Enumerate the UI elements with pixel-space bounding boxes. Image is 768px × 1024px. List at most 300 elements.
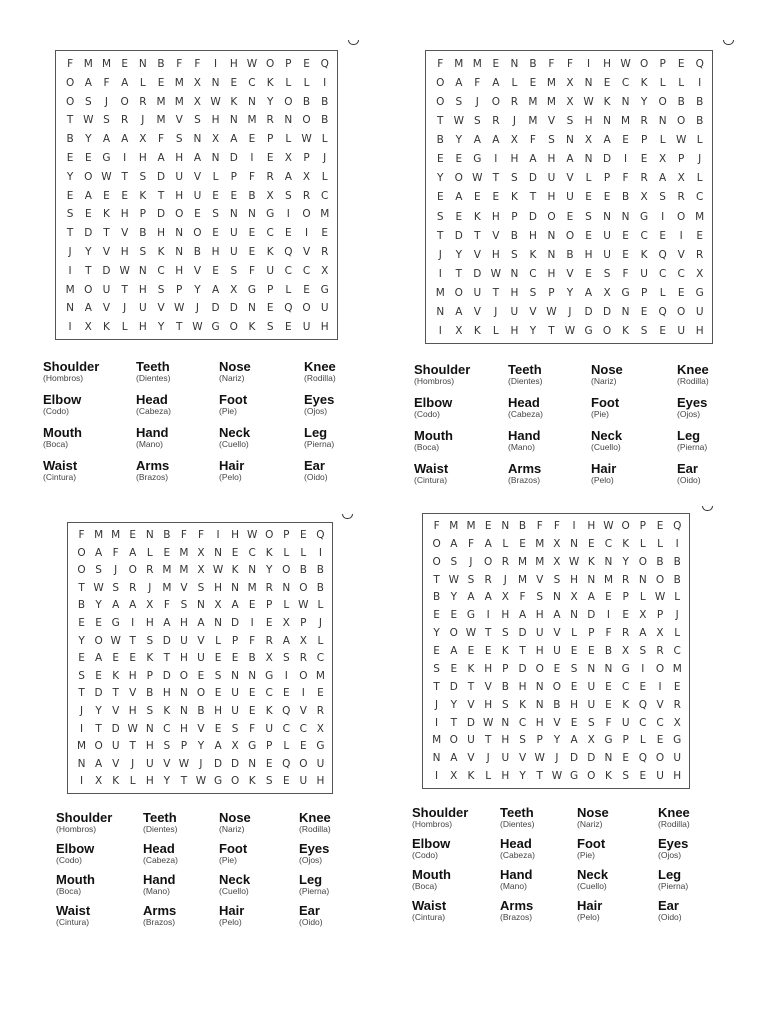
grid-letter: R bbox=[677, 191, 685, 204]
grid-letter: U bbox=[473, 286, 482, 299]
grid-letter: U bbox=[501, 752, 510, 765]
grid-letter: U bbox=[299, 775, 308, 788]
grid-letter: B bbox=[197, 705, 205, 717]
corner-mark bbox=[342, 514, 353, 519]
word-spanish: (Cabeza) bbox=[500, 850, 535, 860]
word-english: Leg bbox=[677, 428, 701, 443]
grid-letter: K bbox=[112, 669, 120, 682]
grid-letter: Y bbox=[519, 770, 526, 783]
grid-letter: C bbox=[302, 264, 311, 277]
word-english: Elbow bbox=[43, 392, 82, 407]
grid-letter: I bbox=[438, 324, 442, 337]
grid-letter: D bbox=[211, 302, 220, 315]
grid-letter: O bbox=[639, 58, 649, 70]
word-item bbox=[43, 393, 81, 416]
grid-letter: H bbox=[316, 775, 325, 788]
grid-letter: F bbox=[622, 267, 629, 280]
grid-letter: H bbox=[510, 153, 519, 166]
word-item bbox=[658, 806, 690, 829]
grid-letter: A bbox=[84, 76, 92, 89]
grid-letter: U bbox=[695, 305, 704, 318]
grid-letter: D bbox=[84, 227, 93, 240]
grid-letter: Q bbox=[284, 246, 293, 258]
grid-letter: B bbox=[66, 133, 74, 146]
word-spanish: (Dientes) bbox=[508, 376, 543, 386]
grid-letter: R bbox=[266, 170, 274, 183]
grid-letter: F bbox=[519, 591, 526, 604]
grid-letter: D bbox=[162, 669, 171, 682]
grid-letter: N bbox=[175, 227, 184, 240]
grid-letter: C bbox=[266, 227, 274, 240]
grid-letter: M bbox=[466, 520, 476, 532]
word-english: Foot bbox=[219, 392, 248, 407]
grid-letter: S bbox=[112, 581, 119, 594]
grid-letter: J bbox=[435, 698, 439, 711]
grid-letter: A bbox=[492, 77, 500, 90]
grid-letter: S bbox=[66, 208, 74, 221]
grid-letter: K bbox=[103, 321, 110, 334]
grid-letter: V bbox=[193, 170, 201, 183]
grid-letter: O bbox=[658, 96, 667, 109]
grid-letter: T bbox=[180, 775, 188, 788]
grid-letter: N bbox=[229, 114, 238, 127]
grid-letter: Q bbox=[638, 698, 647, 711]
grid-letter: E bbox=[587, 537, 595, 550]
word-english: Elbow bbox=[414, 395, 453, 410]
word-item bbox=[577, 868, 608, 891]
grid-letter: N bbox=[621, 96, 630, 109]
word-item bbox=[56, 873, 95, 896]
word-english: Head bbox=[508, 395, 540, 410]
grid-letter: V bbox=[473, 248, 481, 261]
grid-letter: S bbox=[266, 321, 274, 334]
grid-letter: W bbox=[246, 58, 258, 70]
grid-letter: L bbox=[639, 734, 646, 747]
grid-row bbox=[431, 322, 709, 341]
word-english: Neck bbox=[219, 425, 251, 440]
word-spanish: (Pelo) bbox=[577, 912, 600, 922]
grid-letter: H bbox=[145, 617, 154, 629]
grid-letter: E bbox=[303, 58, 310, 70]
word-item bbox=[304, 459, 328, 482]
grid-letter: M bbox=[94, 529, 104, 541]
grid-letter: O bbox=[284, 95, 293, 108]
grid-letter: E bbox=[282, 775, 290, 788]
grid-letter: S bbox=[230, 264, 238, 277]
word-english: Head bbox=[136, 392, 168, 407]
grid-letter: L bbox=[283, 740, 290, 753]
grid-letter: A bbox=[587, 591, 595, 604]
grid-letter: Y bbox=[450, 591, 457, 604]
word-item bbox=[299, 842, 329, 865]
grid-letter: H bbox=[162, 687, 171, 700]
grid-letter: N bbox=[211, 76, 220, 89]
grid-letter: X bbox=[553, 537, 561, 550]
grid-letter: U bbox=[656, 770, 664, 783]
word-spanish: (Cintura) bbox=[414, 475, 448, 485]
word-english: Nose bbox=[219, 810, 251, 825]
grid-letter: N bbox=[604, 752, 613, 765]
grid-letter: E bbox=[640, 305, 648, 318]
grid-letter: F bbox=[249, 722, 256, 735]
grid-letter: L bbox=[659, 134, 666, 147]
grid-letter: G bbox=[213, 775, 223, 788]
word-english: Head bbox=[500, 836, 532, 851]
word-english: Foot bbox=[577, 836, 606, 851]
grid-letter: S bbox=[585, 210, 592, 223]
grid-letter: Y bbox=[266, 564, 273, 577]
word-item bbox=[500, 806, 534, 829]
grid-letter: S bbox=[197, 581, 205, 594]
grid-letter: H bbox=[518, 680, 527, 693]
grid-letter: P bbox=[285, 58, 292, 70]
grid-letter: H bbox=[547, 267, 556, 280]
word-item bbox=[577, 806, 609, 829]
grid-row bbox=[61, 168, 334, 187]
grid-letter: U bbox=[229, 227, 238, 240]
word-item bbox=[299, 811, 331, 834]
grid-letter: E bbox=[474, 191, 481, 204]
word-spanish: (Mano) bbox=[143, 886, 170, 896]
grid-letter: L bbox=[696, 134, 703, 147]
grid-letter: H bbox=[695, 324, 704, 337]
grid-letter: V bbox=[484, 680, 492, 693]
grid-letter: E bbox=[436, 191, 444, 204]
grid-letter: O bbox=[77, 564, 86, 577]
word-item bbox=[219, 904, 244, 927]
grid-letter: V bbox=[467, 698, 475, 711]
grid-letter: W bbox=[119, 264, 130, 277]
word-spanish: (Boca) bbox=[43, 439, 69, 449]
grid-letter: S bbox=[194, 114, 201, 127]
grid-letter: A bbox=[197, 617, 205, 629]
grid-letter: B bbox=[518, 520, 527, 532]
grid-letter: E bbox=[605, 591, 612, 604]
grid-letter: L bbox=[492, 324, 499, 337]
grid-letter: K bbox=[622, 537, 630, 550]
word-item bbox=[414, 363, 470, 386]
grid-letter: E bbox=[659, 229, 666, 242]
grid-letter: J bbox=[114, 564, 118, 577]
grid-letter: B bbox=[163, 529, 171, 541]
grid-letter: E bbox=[78, 617, 85, 629]
grid-letter: O bbox=[229, 321, 238, 334]
grid-letter: L bbox=[321, 170, 328, 183]
grid-letter: H bbox=[214, 705, 222, 717]
word-item bbox=[219, 426, 250, 449]
grid-letter: S bbox=[265, 775, 273, 788]
grid-letter: T bbox=[474, 229, 481, 242]
grid-letter: H bbox=[528, 229, 537, 242]
grid-letter: V bbox=[112, 705, 120, 717]
grid-letter: S bbox=[433, 662, 440, 675]
word-english: Waist bbox=[56, 903, 91, 918]
grid-letter: B bbox=[316, 581, 325, 594]
grid-letter: Y bbox=[157, 321, 165, 334]
word-spanish: (Pelo) bbox=[219, 917, 242, 927]
word-spanish: (Pie) bbox=[219, 406, 237, 416]
grid-letter: U bbox=[621, 716, 630, 729]
grid-letter: E bbox=[66, 189, 74, 202]
grid-letter: V bbox=[553, 716, 561, 729]
grid-letter: E bbox=[484, 645, 492, 658]
grid-letter: K bbox=[266, 76, 274, 89]
grid-letter: M bbox=[528, 115, 538, 128]
grid-letter: L bbox=[285, 133, 292, 146]
grid-letter: E bbox=[467, 645, 475, 658]
word-item bbox=[219, 842, 247, 865]
grid-letter: S bbox=[139, 246, 147, 258]
grid-letter: W bbox=[465, 627, 477, 640]
grid-letter: A bbox=[492, 134, 500, 147]
grid-letter: O bbox=[65, 95, 75, 108]
grid-row bbox=[61, 111, 334, 130]
grid-letter: A bbox=[484, 537, 492, 550]
grid-letter: W bbox=[620, 58, 631, 70]
grid-letter: F bbox=[158, 133, 165, 146]
grid-letter: N bbox=[584, 153, 593, 166]
word-item bbox=[43, 426, 82, 449]
grid-letter: E bbox=[570, 716, 578, 729]
grid-letter: X bbox=[640, 191, 648, 204]
grid-letter: L bbox=[639, 537, 646, 550]
grid-letter: B bbox=[321, 114, 329, 127]
grid-letter: L bbox=[321, 133, 328, 146]
grid-letter: O bbox=[84, 170, 93, 183]
grid-row bbox=[73, 562, 329, 580]
grid-letter: O bbox=[94, 740, 103, 753]
grid-letter: S bbox=[587, 716, 595, 729]
grid-row bbox=[431, 265, 709, 284]
word-spanish: (Cabeza) bbox=[143, 855, 178, 865]
grid-letter: H bbox=[547, 153, 556, 166]
grid-letter: F bbox=[249, 634, 256, 647]
word-item bbox=[500, 868, 533, 891]
grid-letter: A bbox=[214, 740, 222, 753]
grid-letter: N bbox=[284, 114, 293, 127]
grid-letter: B bbox=[621, 191, 630, 204]
grid-letter: P bbox=[139, 208, 147, 221]
grid-letter: O bbox=[638, 555, 647, 568]
grid-letter: S bbox=[529, 286, 537, 299]
grid-letter: G bbox=[673, 734, 682, 747]
grid-letter: C bbox=[157, 264, 165, 277]
grid-row bbox=[61, 224, 334, 243]
grid-letter: H bbox=[179, 617, 188, 629]
word-english: Waist bbox=[414, 461, 449, 476]
grid-letter: F bbox=[67, 58, 74, 70]
word-english: Nose bbox=[591, 362, 623, 377]
grid-letter: M bbox=[518, 555, 528, 568]
grid-letter: C bbox=[658, 267, 667, 280]
word-spanish: (Hombros) bbox=[414, 376, 455, 386]
grid-row bbox=[73, 545, 329, 563]
grid-letter: L bbox=[674, 591, 681, 604]
grid-letter: X bbox=[501, 591, 509, 604]
grid-letter: Y bbox=[197, 740, 205, 753]
grid-row bbox=[61, 205, 334, 224]
grid-letter: W bbox=[83, 114, 94, 127]
grid-letter: D bbox=[229, 302, 238, 315]
grid-letter: N bbox=[282, 581, 291, 594]
grid-letter: R bbox=[656, 645, 664, 658]
grid-row bbox=[61, 281, 334, 300]
grid-letter: V bbox=[473, 305, 481, 318]
grid-letter: J bbox=[318, 617, 322, 629]
grid-letter: A bbox=[455, 77, 463, 90]
grid-letter: I bbox=[323, 76, 327, 89]
grid-letter: E bbox=[248, 599, 256, 612]
grid-letter: F bbox=[194, 58, 201, 70]
grid-letter: C bbox=[673, 645, 681, 658]
grid-letter: E bbox=[677, 286, 685, 299]
grid-letter: U bbox=[553, 645, 561, 658]
grid-letter: E bbox=[603, 77, 611, 90]
grid-letter: O bbox=[677, 210, 686, 223]
grid-letter: X bbox=[639, 609, 647, 622]
grid-letter: M bbox=[672, 662, 682, 675]
grid-letter: E bbox=[285, 321, 292, 334]
grid-letter: E bbox=[622, 229, 629, 242]
grid-letter: B bbox=[501, 680, 509, 693]
word-english: Hand bbox=[143, 872, 176, 887]
grid-letter: S bbox=[157, 283, 165, 296]
grid-letter: Q bbox=[638, 752, 647, 765]
grid-letter: X bbox=[677, 172, 685, 185]
grid-letter: L bbox=[121, 321, 128, 334]
word-spanish: (Oido) bbox=[658, 912, 682, 922]
grid-letter: S bbox=[212, 208, 219, 221]
grid-row bbox=[428, 625, 686, 643]
grid-letter: T bbox=[437, 229, 444, 242]
grid-letter: Y bbox=[455, 248, 462, 261]
grid-letter: W bbox=[675, 134, 687, 147]
grid-letter: Q bbox=[658, 305, 667, 318]
grid-letter: N bbox=[436, 305, 445, 318]
grid-letter: V bbox=[566, 267, 574, 280]
grid-letter: N bbox=[587, 573, 596, 586]
grid-letter: G bbox=[695, 286, 704, 299]
grid-letter: I bbox=[494, 153, 498, 166]
word-item bbox=[412, 837, 450, 860]
word-english: Teeth bbox=[500, 805, 534, 820]
grid-letter: E bbox=[622, 752, 629, 765]
grid-letter: E bbox=[585, 229, 592, 242]
grid-letter: Q bbox=[316, 529, 325, 541]
grid-letter: M bbox=[546, 77, 556, 90]
grid-letter: J bbox=[486, 752, 490, 765]
grid-letter: V bbox=[302, 246, 311, 258]
grid-letter: T bbox=[66, 227, 74, 240]
grid-letter: X bbox=[587, 734, 595, 747]
grid-letter: L bbox=[659, 286, 666, 299]
grid-letter: E bbox=[696, 229, 704, 242]
grid-letter: O bbox=[175, 208, 184, 221]
grid-letter: T bbox=[519, 645, 526, 658]
grid-letter: B bbox=[553, 698, 561, 711]
grid-row bbox=[431, 112, 709, 131]
letter-grid bbox=[425, 50, 713, 344]
grid-letter: T bbox=[112, 687, 119, 700]
word-item bbox=[508, 363, 542, 386]
word-item bbox=[304, 360, 336, 383]
grid-letter: D bbox=[94, 687, 103, 700]
grid-letter: A bbox=[129, 546, 137, 559]
grid-letter: I bbox=[214, 58, 218, 70]
grid-letter: B bbox=[566, 248, 574, 261]
grid-letter: E bbox=[677, 58, 685, 70]
grid-letter: X bbox=[603, 286, 611, 299]
grid-letter: L bbox=[696, 172, 703, 185]
grid-letter: C bbox=[656, 716, 664, 729]
grid-row bbox=[73, 685, 329, 703]
word-english: Foot bbox=[219, 841, 248, 856]
grid-letter: E bbox=[121, 58, 128, 70]
grid-letter: S bbox=[659, 191, 666, 204]
grid-letter: E bbox=[433, 645, 440, 658]
word-spanish: (Codo) bbox=[43, 406, 69, 416]
grid-row bbox=[73, 756, 329, 774]
grid-letter: W bbox=[195, 775, 207, 788]
grid-letter: C bbox=[316, 652, 325, 665]
grid-letter: L bbox=[283, 546, 290, 559]
grid-letter: T bbox=[95, 722, 102, 735]
grid-letter: H bbox=[175, 264, 184, 277]
grid-letter: H bbox=[128, 705, 137, 717]
grid-row bbox=[431, 131, 709, 150]
grid-letter: E bbox=[194, 208, 201, 221]
grid-letter: E bbox=[639, 770, 647, 783]
grid-letter: G bbox=[248, 740, 257, 753]
word-item bbox=[412, 806, 468, 829]
grid-letter: N bbox=[179, 705, 188, 717]
grid-row bbox=[428, 768, 686, 786]
grid-letter: N bbox=[604, 555, 613, 568]
grid-letter: M bbox=[174, 76, 184, 89]
grid-letter: M bbox=[621, 115, 631, 128]
grid-letter: M bbox=[535, 537, 545, 550]
grid-letter: S bbox=[163, 740, 171, 753]
grid-letter: H bbox=[584, 115, 593, 128]
grid-letter: Q bbox=[320, 58, 329, 70]
grid-letter: X bbox=[214, 599, 222, 612]
grid-letter: I bbox=[284, 669, 288, 682]
grid-row bbox=[73, 738, 329, 756]
grid-letter: N bbox=[547, 248, 556, 261]
grid-letter: K bbox=[605, 770, 612, 783]
grid-letter: S bbox=[180, 599, 188, 612]
grid-letter: D bbox=[229, 152, 238, 164]
word-english: Eyes bbox=[658, 836, 689, 851]
word-english: Shoulder bbox=[412, 805, 469, 820]
grid-letter: J bbox=[698, 153, 702, 166]
grid-letter: X bbox=[566, 96, 574, 109]
word-spanish: (Cintura) bbox=[412, 912, 446, 922]
grid-letter: E bbox=[317, 687, 324, 700]
grid-letter: N bbox=[604, 662, 613, 675]
grid-letter: O bbox=[299, 581, 308, 594]
grid-letter: D bbox=[528, 172, 537, 185]
grid-letter: E bbox=[587, 645, 595, 658]
grid-letter: I bbox=[123, 152, 127, 164]
grid-letter: E bbox=[230, 189, 238, 202]
grid-letter: A bbox=[473, 134, 481, 147]
word-spanish: (Brazos) bbox=[143, 917, 176, 927]
grid-letter: X bbox=[673, 716, 681, 729]
grid-letter: W bbox=[448, 573, 459, 586]
grid-letter: W bbox=[178, 757, 190, 770]
grid-letter: M bbox=[101, 58, 111, 70]
